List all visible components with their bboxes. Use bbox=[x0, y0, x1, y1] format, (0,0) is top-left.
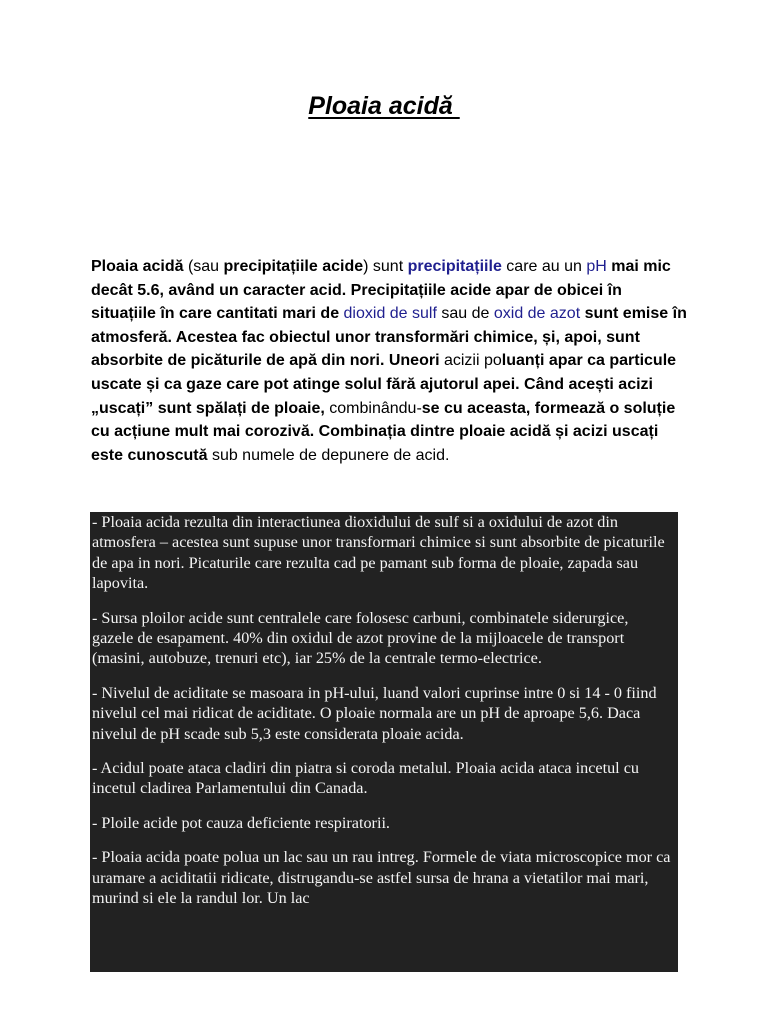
intro-segment: luanți apar ca particule uscate și ca gaze care pot atinge solul fără ajutorul apei. Când acești acizi „uscați” sunt spălați de ploaie, bbox=[91, 352, 677, 417]
fact-paragraph: - Ploaia acida rezulta din interactiunea dioxidului de sulf si a oxidului de azot din atmosfera – acestea sunt supuse unor transformari chimice si sunt absorbite de picaturile de apa in nori. Picaturile care rezulta cad pe pamant sub forma de ploaie, zapada sau lapovita. bbox=[92, 513, 665, 593]
intro-segment: sunt emise în atmosferă. Acestea fac obiectul unor transformări chimice, și, apoi, sunt absorbite de picăturile de apă din nori. Uneori bbox=[91, 305, 687, 370]
fact-paragraph: - Nivelul de aciditate se masoara in pH-ului, luand valori cuprinse intre 0 si 14 - 0 fiind nivelul cel mai ridicat de aciditate. O ploaie normala are un pH de aproape 5,6. Daca nivelul de pH scade sub 5,3 este considerata ploaie acida. bbox=[92, 683, 657, 743]
fact-paragraph: - Ploaia acida poate polua un lac sau un rau intreg. Formele de viata microscopice mor ca uramare a aciditatii ridicate, distrugandu-se astfel sursa de hrana a vietatilor mai mari, murind si ele la randul lor. Un lac bbox=[92, 848, 671, 908]
intro-segment: ) sunt bbox=[363, 258, 408, 275]
intro-segment: acizii po bbox=[443, 352, 502, 370]
intro-segment: sau de bbox=[436, 305, 494, 323]
intro-segment: Ploaia acidă bbox=[91, 258, 184, 275]
intro-segment: (sau bbox=[183, 258, 224, 275]
link-dioxid-de-sulf[interactable]: dioxid de sulf bbox=[343, 305, 437, 323]
intro-segment: sub numele de depunere de acid. bbox=[211, 446, 450, 464]
page-title-text: Ploaia acidă bbox=[308, 92, 460, 120]
intro-segment: care au un bbox=[501, 258, 587, 275]
link-ph[interactable]: pH bbox=[586, 258, 607, 275]
intro-segment: se cu aceasta, formează o soluție cu acțiune mult mai corozivă. Combinația dintre ploaie acidă și acizi uscați este cunoscută bbox=[91, 399, 676, 464]
link-oxid-de-azot[interactable]: oxid de azot bbox=[493, 305, 581, 323]
fact-paragraph: - Ploile acide pot cauza deficiente respiratorii. bbox=[92, 813, 390, 832]
fact-paragraph: - Sursa ploilor acide sunt centralele care folosesc carbuni, combinatele siderurgice, gazele de esapament. 40% din oxidul de azot provine de la mijloacele de transport (masini, autobuze, trenuri etc), iar 25% de la centrale termo-electrice. bbox=[92, 608, 629, 668]
intro-segment: mai mic decât 5.6, având un caracter acid. Precipitațiile acide apar de obicei în situațiile în care cantitati mari de bbox=[91, 258, 671, 323]
intro-segment: precipitațiile acide bbox=[223, 258, 364, 275]
intro-paragraph bbox=[91, 255, 691, 467]
fact-paragraph: - Acidul poate ataca cladiri din piatra si coroda metalul. Ploaia acida ataca incetul cu incetul cladirea Parlamentului din Canada. bbox=[92, 759, 639, 798]
facts-box bbox=[90, 512, 678, 972]
page-title bbox=[0, 92, 768, 121]
intro-segment: combinându- bbox=[329, 399, 422, 417]
link-precipitatiile[interactable]: precipitațiile bbox=[407, 258, 502, 275]
